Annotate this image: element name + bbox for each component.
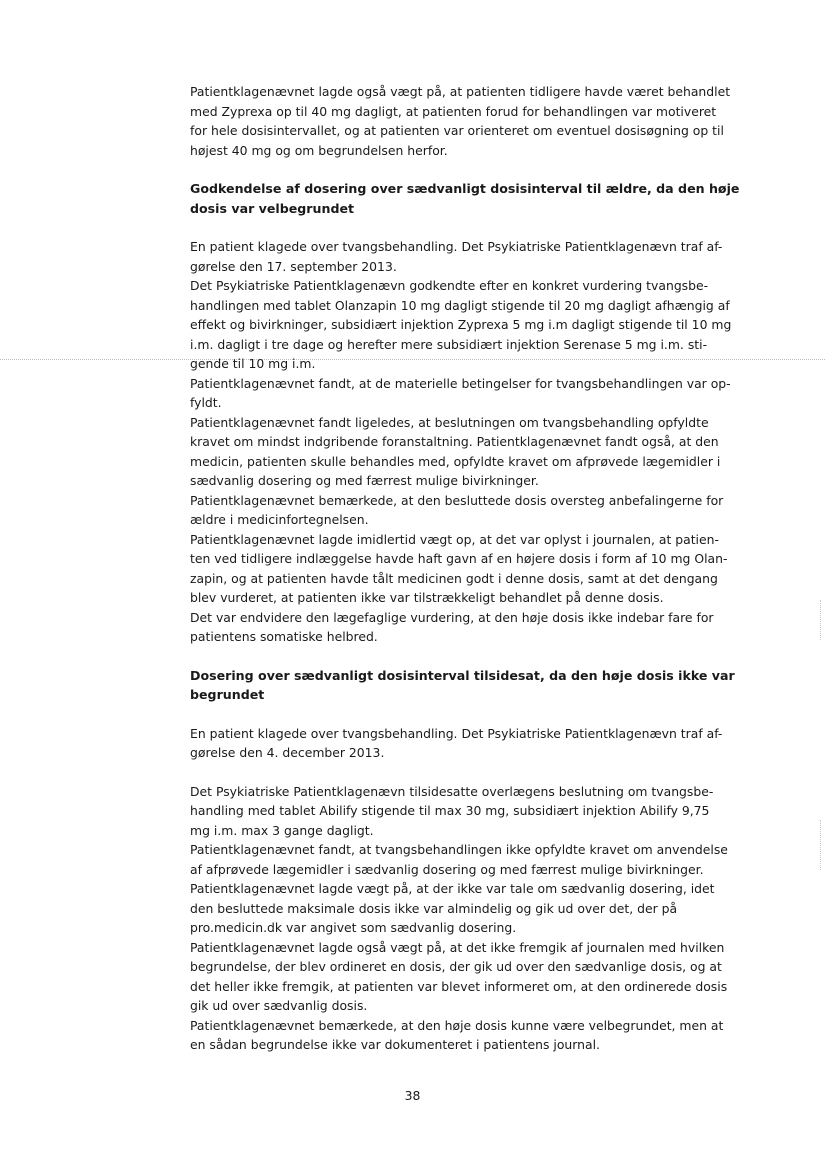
text-line: gørelse den 4. december 2013.	[190, 745, 385, 760]
text-line: sædvanlig dosering og med færrest mulige bivirkninger.	[190, 473, 539, 488]
text-line: i.m. dagligt i tre dage og herefter mere subsidiært injektion Serenase 5 mg i.m. sti-	[190, 336, 708, 352]
section-approved-body	[190, 237, 746, 647]
section-rejected-body	[190, 782, 746, 1055]
text-line: blev vurderet, at patienten ikke var tilstrækkeligt behandlet på denne dosis.	[190, 590, 664, 605]
text-line: gik ud over sædvanlig dosis.	[190, 998, 368, 1013]
paragraph-intro	[190, 82, 746, 160]
page-number: 38	[404, 1088, 421, 1103]
text-line: Patientklagenævnet lagde også vægt på, at det ikke fremgik af journalen med hvilken	[190, 939, 725, 955]
text-line: fyldt.	[190, 395, 222, 410]
text-line: effekt og bivirkninger, subsidiært injektion Zyprexa 5 mg i.m dagligt stigende til 10 mg	[190, 317, 732, 332]
section-rejected-intro	[190, 724, 746, 763]
text-line: den besluttede maksimale dosis ikke var almindelig og gik ud over det, der på	[190, 900, 678, 916]
text-line: En patient klagede over tvangsbehandling. Det Psykiatriske Patientklagenævn traf af-	[190, 239, 723, 254]
text-line: handling med tablet Abilify stigende til max 30 mg, subsidiært injektion Abilify 9,75	[190, 803, 710, 818]
text-line: højest 40 mg og om begrundelsen herfor.	[190, 142, 448, 158]
text-line: det heller ikke fremgik, at patienten var blevet informeret om, at den ordinerede dosis	[190, 978, 728, 994]
text-line: Patientklagenævnet fandt ligeledes, at beslutningen om tvangsbehandling opfyldte	[190, 414, 709, 430]
text-line: En patient klagede over tvangsbehandling. Det Psykiatriske Patientklagenævn traf af-	[190, 725, 723, 741]
text-line: kravet om mindst indgribende foranstaltning. Patientklagenævnet fandt også, at den	[190, 434, 719, 449]
text-line: med Zyprexa op til 40 mg dagligt, at patienten forud for behandlingen var motiveret	[190, 103, 717, 119]
text-line: handlingen med tablet Olanzapin 10 mg dagligt stigende til 20 mg dagligt afhængig af	[190, 297, 730, 313]
text-line: Godkendelse af dosering over sædvanligt dosisinterval til ældre, da den høje	[190, 181, 740, 196]
scan-margin-mark	[820, 600, 821, 640]
text-line: Patientklagenævnet bemærkede, at den besluttede dosis oversteg anbefalingerne for	[190, 492, 724, 508]
text-line: patientens somatiske helbred.	[190, 629, 378, 644]
text-line: Patientklagenævnet bemærkede, at den høje dosis kunne være velbegrundet, men at	[190, 1017, 724, 1033]
text-line: af afprøvede lægemidler i sædvanlig dosering og med færrest mulige bivirkninger.	[190, 861, 704, 877]
text-line: ten ved tidligere indlæggelse havde haft gavn af en højere dosis i form af 10 mg Olan-	[190, 551, 728, 566]
text-line: Patientklagenævnet fandt, at de materielle betingelser for tvangsbehandlingen var op-	[190, 375, 731, 391]
text-line: begrundet	[190, 687, 265, 702]
text-line: for hele dosisintervallet, og at patienten var orienteret om eventuel dosisøgning op til	[190, 123, 724, 138]
text-line: begrundelse, der blev ordineret en dosis, der gik ud over den sædvanlige dosis, og at	[190, 959, 722, 974]
text-line: en sådan begrundelse ikke var dokumenteret i patientens journal.	[190, 1037, 600, 1052]
text-line: dosis var velbegrundet	[190, 200, 355, 216]
text-line: zapin, og at patienten havde tålt medicinen godt i denne dosis, samt at det dengang	[190, 570, 718, 586]
text-line: Patientklagenævnet lagde imidlertid vægt op, at det var oplyst i journalen, at patien-	[190, 531, 719, 547]
text-line: gørelse den 17. september 2013.	[190, 258, 397, 274]
text-line: pro.medicin.dk var angivet som sædvanlig dosering.	[190, 920, 517, 935]
text-line: Patientklagenævnet fandt, at tvangsbehandlingen ikke opfyldte kravet om anvendelse	[190, 842, 728, 857]
scan-margin-mark	[820, 820, 821, 870]
section-heading-rejected	[190, 666, 746, 705]
text-line: Det Psykiatriske Patientklagenævn tilsidesatte overlægens beslutning om tvangsbe-	[190, 783, 714, 799]
text-line: Det var endvidere den lægefaglige vurdering, at den høje dosis ikke indebar fare for	[190, 609, 714, 625]
text-line: Dosering over sædvanligt dosisinterval tilsidesat, da den høje dosis ikke var	[190, 667, 735, 683]
body-text	[190, 82, 746, 1055]
text-line: Patientklagenævnet lagde også vægt på, at patienten tidligere havde været behandlet	[190, 84, 731, 99]
text-line: mg i.m. max 3 gange dagligt.	[190, 822, 374, 838]
text-line: ældre i medicinfortegnelsen.	[190, 512, 369, 527]
text-line: gende til 10 mg i.m.	[190, 356, 316, 371]
section-heading-approved	[190, 179, 746, 218]
text-line: medicin, patienten skulle behandles med, opfyldte kravet om afprøvede lægemidler i	[190, 453, 721, 469]
text-line: Det Psykiatriske Patientklagenævn godkendte efter en konkret vurdering tvangsbe-	[190, 278, 709, 293]
text-line: Patientklagenævnet lagde vægt på, at der ikke var tale om sædvanlig dosering, idet	[190, 881, 715, 896]
